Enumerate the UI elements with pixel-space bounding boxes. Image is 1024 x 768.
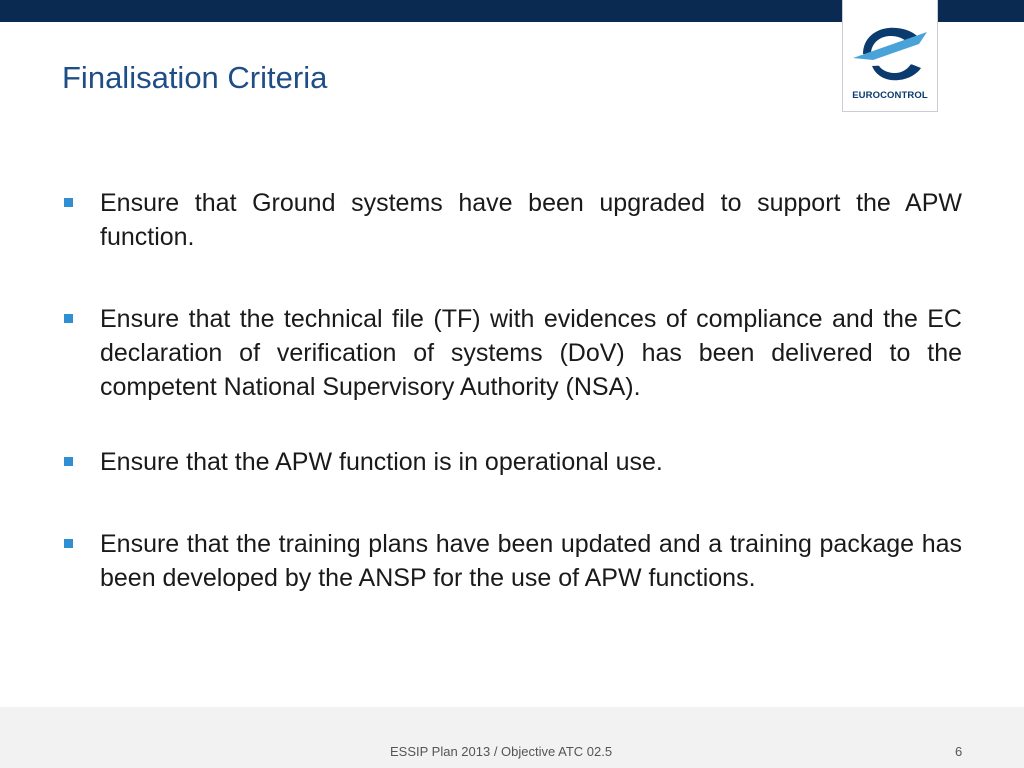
bullet-item xyxy=(62,445,962,479)
bullet-item xyxy=(62,527,962,595)
bullet-text: Ensure that Ground systems have been upgraded to support the APW function. xyxy=(100,189,962,251)
eurocontrol-logo-icon xyxy=(849,18,933,88)
square-bullet-icon xyxy=(64,198,73,207)
bullet-text: Ensure that the APW function is in operational use. xyxy=(100,448,663,476)
square-bullet-icon xyxy=(64,457,73,466)
bullet-list xyxy=(62,186,962,595)
slide-title: Finalisation Criteria xyxy=(62,60,328,95)
square-bullet-icon xyxy=(64,539,73,548)
square-bullet-icon xyxy=(64,314,73,323)
eurocontrol-logo xyxy=(842,0,938,112)
bullet-item xyxy=(62,302,962,404)
footer-text: ESSIP Plan 2013 / Objective ATC 02.5 xyxy=(390,744,613,759)
page-number: 6 xyxy=(955,744,963,759)
bullet-text: Ensure that the technical file (TF) with evidences of compliance and the EC declaration of verification of systems (DoV) has been delivered to the competent National Supervisory Authority (NSA). xyxy=(100,305,962,401)
bullet-text: Ensure that the training plans have been updated and a training package has been developed by the ANSP for the use of APW functions. xyxy=(100,530,962,592)
bullet-item xyxy=(62,186,962,254)
logo-text: EUROCONTROL xyxy=(852,90,928,101)
